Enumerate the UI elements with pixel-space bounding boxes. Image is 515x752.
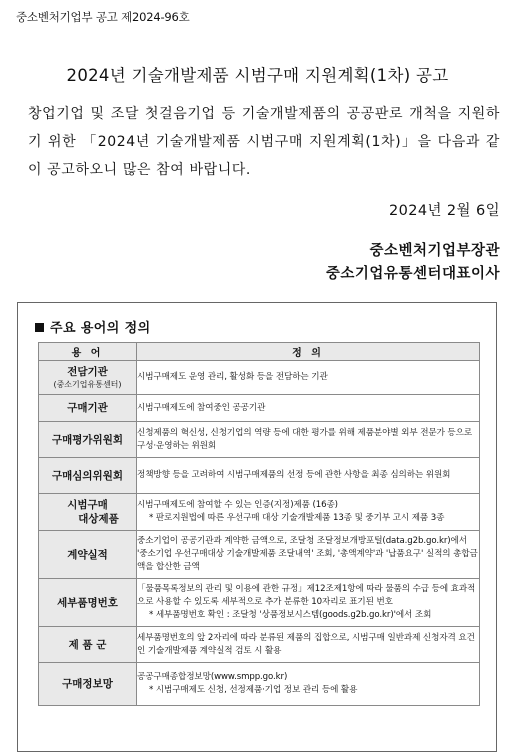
term-label: 계약실적 [67,548,108,561]
term-label: 시범구매 [67,499,108,511]
term-sublabel: (중소기업유통센터) [53,380,122,389]
table-row [39,361,480,395]
terms-heading-text: 주요 용어의 정의 [50,321,151,336]
table-row [39,458,480,494]
term-cell [39,531,137,579]
definition-text: 「물품목록정보의 관리 및 이용에 관한 규정」제12조제1항에 따라 물품의 수급 등에 효과적으로 사용할 수 있도록 세부적으로 추가 분류한 10자리로 표기된 번호 [137,584,476,607]
definition-cell [137,422,480,458]
column-header-term: 용 어 [39,343,137,361]
term-cell [39,627,137,663]
definition-text: 정책방향 등을 고려하여 시범구매제품의 선정 등에 관한 사항을 최종 심의하는 위원회 [137,470,451,480]
definition-cell [137,458,480,494]
table-row [39,663,480,706]
table-row [39,579,480,627]
definition-text: 세부품명번호의 앞 2자리에 따라 분류된 제품의 집합으로, 시범구매 일반과제 신청자격 요건인 기술개발제품 계약실적 검토 시 활용 [137,632,475,656]
definition-cell [137,579,480,627]
term-cell [39,663,137,706]
term-label: 구매정보망 [62,678,113,690]
table-row [39,494,480,531]
definition-cell [137,531,480,579]
definition-cell [137,395,480,422]
notice-number: 중소벤처기업부 공고 제2024-96호 [16,10,190,24]
terms-table-header [39,343,480,361]
table-row [39,627,480,663]
term-label: 구매심의위원회 [51,469,123,482]
notice-title: 2024년 기술개발제품 시범구매 지원계획(1차) 공고 [66,66,449,85]
definition-note: * 시범구매제도 신청, 선정제품·기업 정보 관리 등에 활용 [149,685,358,695]
notice-date: 2024년 2월 6일 [389,203,500,219]
term-cell [39,422,137,458]
table-row [39,395,480,422]
definition-cell [137,361,480,395]
term-cell [39,361,137,395]
term-label: 세부품명번호 [57,596,118,609]
term-label-line2: 대상제품 [78,513,119,525]
column-header-definition: 정 의 [137,343,480,361]
definition-text: 시범구매제도 운영 관리, 활성화 등을 전담하는 기관 [137,372,328,382]
term-label: 구매평가위원회 [51,433,123,446]
definition-cell [137,663,480,706]
terms-definition-box [17,302,497,752]
definition-text: 중소기업이 공공기관과 계약한 금액으로, 조달청 조달정보개방포털(data.g2b.go.kr)에서 '중소기업 우선구매대상 기술개발제품 조달내역' 조회, '총액계약'과 '납품요구' 실적의 총합금액을 합산한 금액 [137,536,478,572]
definition-note: * 세부품명번호 확인 : 조달청 '상품정보시스템(goods.g2b.go.kr)'에서 조회 [149,610,432,620]
term-label: 구매기관 [67,402,108,414]
definition-note: * 판로지원법에 따른 우선구매 대상 기술개발제품 13종 및 중기부 고시 제품 3종 [149,513,445,523]
definition-text: 공공구매종합정보망(www.smpp.go.kr) [137,672,288,682]
signatory-minister: 중소벤처기업부장관 [369,243,500,259]
term-cell [39,458,137,494]
terms-section-heading [35,317,151,336]
notice-body: 창업기업 및 조달 첫걸음기업 등 기술개발제품의 공공판로 개척을 지원하기 위한 「2024년 기술개발제품 시범구매 지원계획(1차)」을 다음과 같이 공고하오니 많은 참여 바랍니다. [28,106,500,178]
term-cell [39,395,137,422]
signatory-ceo: 중소기업유통센터대표이사 [325,266,500,282]
terms-table [38,342,480,706]
definition-text: 신청제품의 혁신성, 신청기업의 역량 등에 대한 평가를 위해 제품분야별 외부 전문가 등으로 구성·운영하는 위원회 [137,427,473,451]
term-label: 제 품 군 [68,638,107,651]
definition-cell [137,494,480,531]
definition-text: 시범구매제도에 참여할 수 있는 인증(지정)제품 (16종) [137,500,338,510]
term-cell [39,579,137,627]
square-bullet-icon [35,323,44,332]
term-cell [39,494,137,531]
table-row [39,422,480,458]
definition-cell [137,627,480,663]
definition-text: 시범구매제도에 참여중인 공공기관 [137,402,266,413]
table-row [39,531,480,579]
term-label: 전담기관 [67,366,108,378]
